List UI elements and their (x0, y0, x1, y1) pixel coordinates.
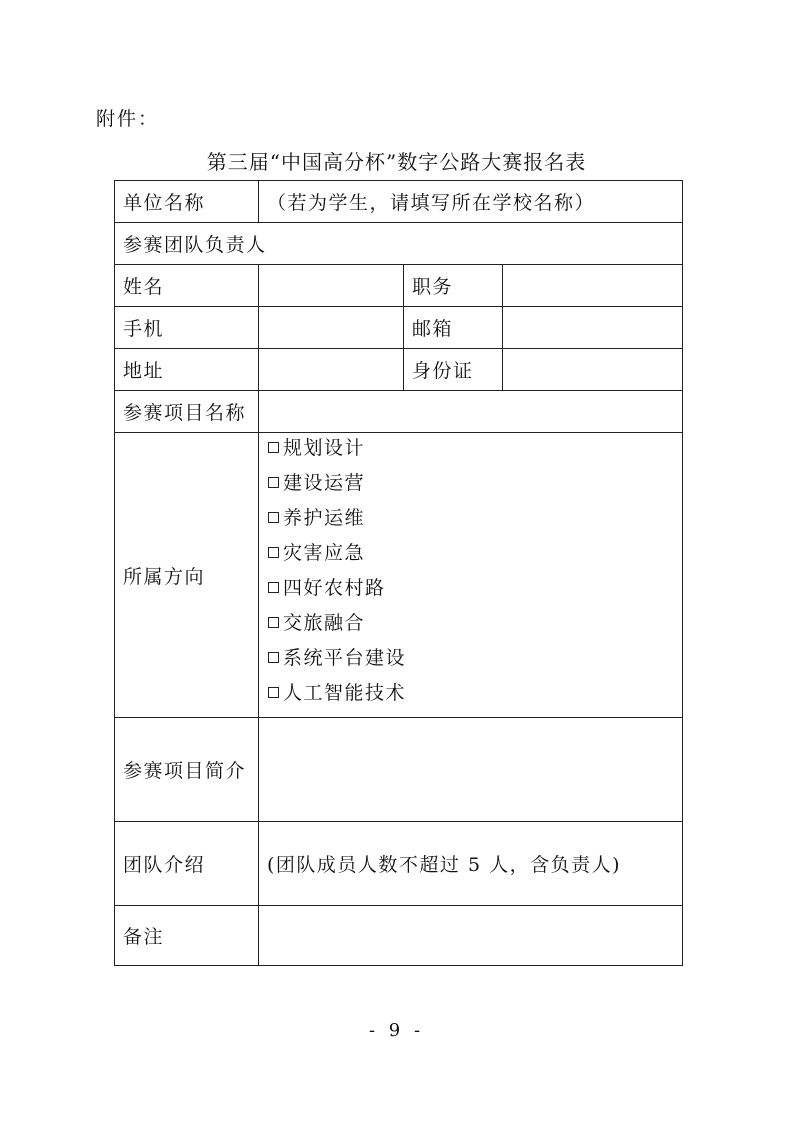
remarks-label: 备注 (115, 906, 259, 966)
team-hint: (团队成员人数不超过 5 人，含负责人) (267, 854, 621, 876)
unit-row (115, 181, 683, 223)
checkbox-icon[interactable] (268, 547, 279, 558)
checkbox-icon[interactable] (268, 512, 279, 523)
remarks-field[interactable] (259, 906, 683, 966)
direction-option-label: 交旅融合 (283, 611, 366, 634)
direction-option[interactable] (267, 434, 682, 469)
direction-option[interactable] (267, 609, 682, 644)
direction-option[interactable] (267, 504, 682, 539)
email-label: 邮箱 (404, 307, 503, 349)
name-label: 姓名 (115, 265, 259, 307)
checkbox-icon[interactable] (268, 582, 279, 593)
address-field[interactable] (259, 349, 404, 391)
checkbox-icon[interactable] (268, 477, 279, 488)
direction-option[interactable] (267, 574, 682, 609)
checkbox-icon[interactable] (268, 617, 279, 628)
direction-option-label: 四好农村路 (283, 576, 386, 599)
project-name-label: 参赛项目名称 (115, 391, 259, 433)
direction-option-label: 系统平台建设 (283, 646, 407, 669)
form-title: 第三届“中国高分杯”数字公路大赛报名表 (206, 150, 587, 174)
registration-form-table (114, 180, 683, 966)
name-row (115, 265, 683, 307)
phone-label: 手机 (115, 307, 259, 349)
phone-field[interactable] (259, 307, 404, 349)
direction-row (115, 433, 683, 718)
direction-option[interactable] (267, 644, 682, 679)
team-field[interactable] (259, 822, 683, 906)
checkbox-icon[interactable] (268, 652, 279, 663)
direction-option-label: 养护运维 (283, 506, 366, 529)
direction-option-label: 人工智能技术 (283, 681, 407, 704)
attachment-label: 附件： (96, 108, 160, 130)
id-label: 身份证 (404, 349, 503, 391)
phone-row (115, 307, 683, 349)
leader-section-row (115, 223, 683, 265)
unit-label: 单位名称 (115, 181, 259, 223)
page-number: - 9 - (368, 1020, 425, 1041)
checkbox-icon[interactable] (268, 442, 279, 453)
intro-field[interactable] (259, 718, 683, 822)
name-field[interactable] (259, 265, 404, 307)
email-field[interactable] (503, 307, 683, 349)
direction-option-label: 规划设计 (283, 436, 366, 459)
direction-option[interactable] (267, 469, 682, 504)
direction-option-label: 建设运营 (283, 471, 366, 494)
direction-options (259, 433, 683, 718)
remarks-row (115, 906, 683, 966)
position-label: 职务 (404, 265, 503, 307)
direction-label: 所属方向 (115, 433, 259, 718)
direction-option[interactable] (267, 539, 682, 574)
position-field[interactable] (503, 265, 683, 307)
direction-option[interactable] (267, 679, 682, 714)
address-label: 地址 (115, 349, 259, 391)
intro-row (115, 718, 683, 822)
team-row (115, 822, 683, 906)
unit-hint: （若为学生，请填写所在学校名称） (267, 192, 596, 214)
checkbox-icon[interactable] (268, 687, 279, 698)
leader-section-label: 参赛团队负责人 (115, 223, 683, 265)
unit-field[interactable] (259, 181, 683, 223)
address-row (115, 349, 683, 391)
team-label: 团队介绍 (115, 822, 259, 906)
id-field[interactable] (503, 349, 683, 391)
direction-option-label: 灾害应急 (283, 541, 366, 564)
intro-label: 参赛项目简介 (115, 718, 259, 822)
